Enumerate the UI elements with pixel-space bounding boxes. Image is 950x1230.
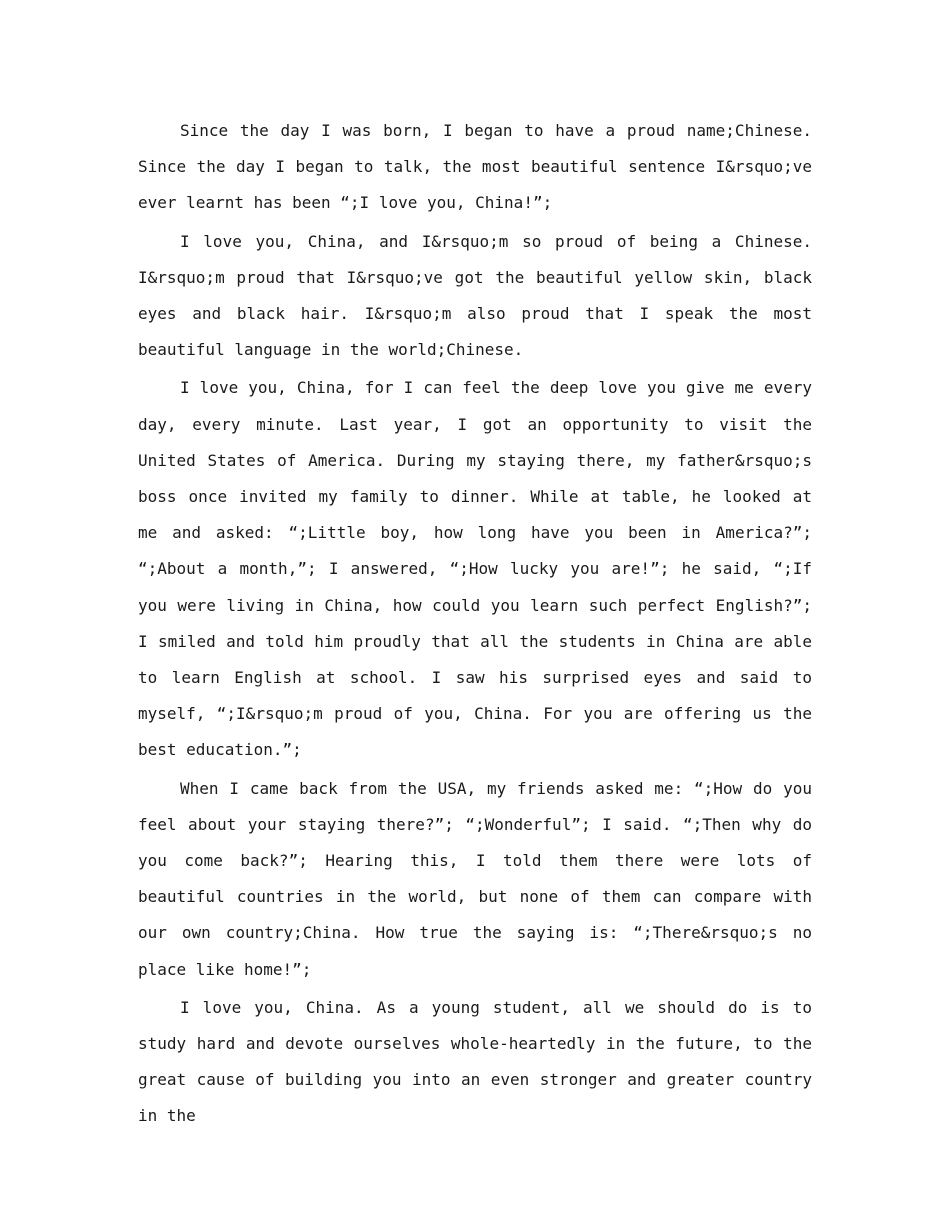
- paragraph-3: I love you, China, for I can feel the deep love you give me every day, every minute. Last year, I got an opportunity to visit the United States of America. During my staying there, my father&rsquo;s boss once invited my family to dinner. While at table, he looked at me and asked: “;Little boy, how long have you been in America?”; “;About a month,”; I answered, “;How lucky you are!”; he said, “;If you were living in China, how could you learn such perfect English?”; I smiled and told him proudly that all the students in China are able to learn English at school. I saw his surprised eyes and said to myself, “;I&rsquo;m proud of you, China. For you are offering us the best education.”;: [138, 378, 812, 760]
- paragraph-2: I love you, China, and I&rsquo;m so proud of being a Chinese. I&rsquo;m proud that I&rsquo;ve got the beautiful yellow skin, black eyes and black hair. I&rsquo;m also proud that I speak the most beautiful language in the world;Chinese.: [138, 231, 812, 360]
- paragraph-5: I love you, China. As a young student, all we should do is to study hard and devote ourselves whole-heartedly in the future, to the great cause of building you into an even stronger and greater country in the: [138, 997, 812, 1126]
- essay-body: [138, 113, 812, 1137]
- paragraph-4: When I came back from the USA, my friends asked me: “;How do you feel about your staying there?”; “;Wonderful”; I said. “;Then why do you come back?”; Hearing this, I told them there were lots of beautiful countries in the world, but none of them can compare with our own country;China. How true the saying is: “;There&rsquo;s no place like home!”;: [138, 778, 812, 979]
- paragraph-1: Since the day I was born, I began to have a proud name;Chinese. Since the day I began to talk, the most beautiful sentence I&rsquo;ve ever learnt has been “;I love you, China!”;: [138, 121, 812, 213]
